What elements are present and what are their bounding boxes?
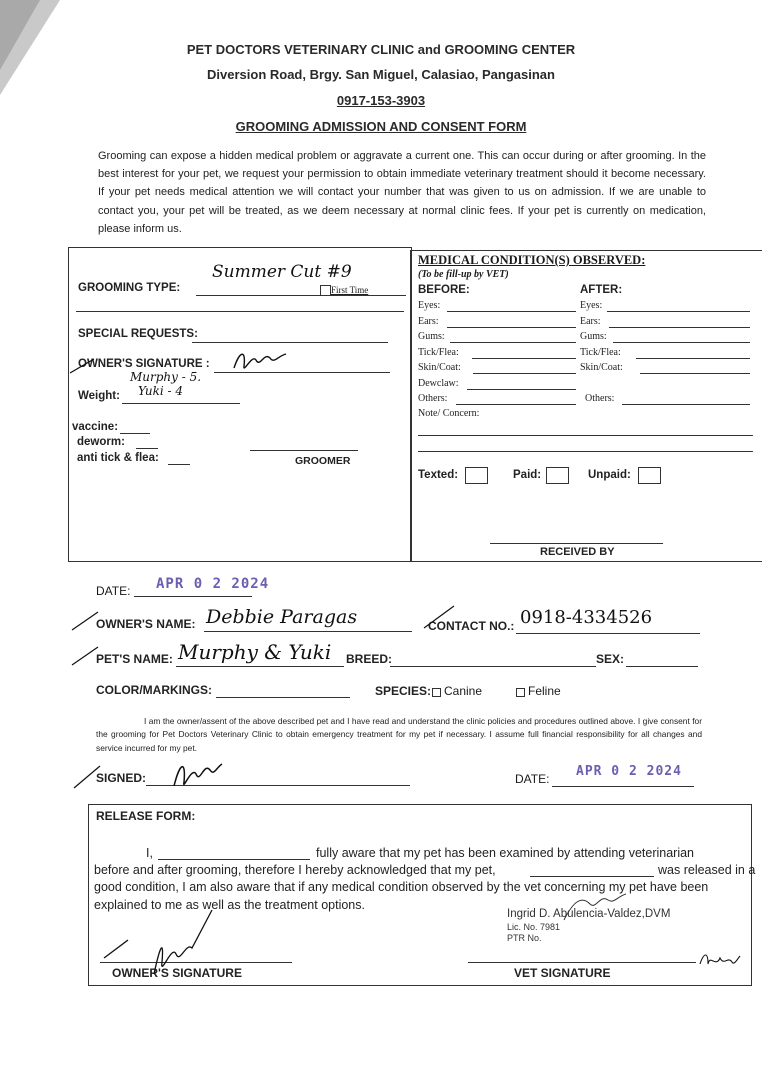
before-item-label: Gums: [418, 331, 445, 342]
before-item-line[interactable] [456, 404, 576, 405]
release-pet-line [530, 876, 654, 877]
owner-name-line [204, 631, 412, 632]
breed-line [390, 666, 596, 667]
pet-name-value[interactable]: Murphy & Yuki [178, 640, 332, 664]
after-item-line[interactable] [640, 373, 750, 374]
after-item-label: Others: [585, 393, 615, 404]
owner-name-tick [70, 608, 100, 634]
after-item-label: Tick/Flea: [580, 346, 621, 358]
unpaid-checkbox[interactable] [638, 467, 661, 484]
received-by-label: RECEIVED BY [540, 546, 615, 558]
pet-name-line [176, 666, 344, 667]
note-line-2 [418, 451, 753, 452]
species-label: SPECIES: [375, 684, 432, 698]
owner-release-signature-scribble [100, 908, 220, 980]
before-item-label: Others: [418, 393, 448, 404]
special-requests-label: SPECIAL REQUESTS: [78, 328, 198, 340]
scan-shadow-dark [0, 0, 40, 70]
feline-checkbox[interactable] [516, 688, 525, 697]
before-item-line[interactable] [472, 358, 576, 359]
paid-checkbox[interactable] [546, 467, 569, 484]
groomer-label: GROOMER [295, 455, 351, 467]
antitick-label: anti tick & flea: [77, 452, 159, 464]
vet-license: Lic. No. 7981 [507, 922, 561, 932]
clinic-address: Diversion Road, Brgy. San Miguel, Calasiao, Pangasinan [207, 67, 555, 82]
after-item-label: Skin/Coat: [580, 362, 623, 373]
after-item-label: Ears: [580, 315, 601, 327]
owner-name-value[interactable]: Debbie Paragas [206, 606, 358, 628]
medical-subtitle: (To be fill-up by VET) [418, 269, 509, 280]
signed-label: SIGNED: [96, 771, 147, 785]
before-item-label: Dewclaw: [418, 377, 459, 389]
release-text-2: fully aware that my pet has been examined by attending veterinarian [316, 846, 695, 860]
canine-label: Canine [444, 684, 483, 698]
contact-label: CONTACT NO.: [428, 619, 515, 633]
owner-sig-label: OWNER'S SIGNATURE [112, 966, 242, 980]
vet-signature-scribble [560, 890, 630, 926]
date-stamp[interactable]: APR 0 2 2024 [156, 576, 270, 592]
owner-signature-scribble [230, 346, 290, 376]
release-text-5: good condition, I am also aware that if any medical condition observed by the vet concerning my pet have been explained to me as well as the treatment options. [94, 880, 709, 912]
before-header: BEFORE: [418, 284, 470, 296]
paid-label: Paid: [513, 469, 542, 481]
sex-line [626, 666, 698, 667]
special-requests-line [192, 342, 388, 343]
note-label: Note/ Concern: [418, 408, 480, 419]
vet-name: Ingrid D. Abulencia-Valdez,DVM [507, 908, 671, 920]
color-line [216, 697, 350, 698]
release-name-line [158, 859, 310, 860]
after-item-line[interactable] [636, 358, 750, 359]
before-item-label: Eyes: [418, 300, 441, 311]
date-line [134, 596, 252, 597]
first-time-checkbox[interactable] [320, 285, 331, 296]
received-line [490, 543, 663, 544]
before-item-label: Ears: [418, 315, 439, 327]
form-title: GROOMING ADMISSION AND CONSENT FORM [235, 119, 527, 134]
antitick-line [168, 464, 190, 465]
medical-title: MEDICAL CONDITION(S) OBSERVED: [418, 253, 646, 267]
texted-checkbox[interactable] [465, 467, 488, 484]
vaccine-line [120, 433, 150, 434]
after-item-line[interactable] [607, 311, 750, 312]
date-label: DATE: [96, 584, 131, 598]
clinic-name: PET DOCTORS VETERINARY CLINIC and GROOMING CENTER [186, 42, 576, 57]
sex-label: SEX: [596, 652, 625, 666]
contact-line [516, 633, 700, 634]
consent-text: I am the owner/assent of the above described pet and I have read and understand the clinic policies and procedures outlined above. I give consent for the grooming for Pet Doctors Veterinary Clinic to obtain emergency treatment for my pet if necessary. I assume full financial responsibility for all changes and service incurred for my pet. [96, 716, 702, 753]
after-item-line[interactable] [622, 404, 750, 405]
grooming-type-value[interactable]: Summer Cut #9 [212, 262, 352, 282]
canine-checkbox[interactable] [432, 688, 441, 697]
check-mark [68, 355, 98, 375]
release-i: I, [146, 846, 153, 860]
clinic-phone: 0917-153-3903 [336, 93, 426, 108]
weight-label: Weight: [78, 390, 120, 402]
pet-name-label: PET'S NAME: [96, 652, 173, 666]
vet-initials-scribble [698, 950, 742, 972]
after-header: AFTER: [580, 284, 623, 296]
unpaid-label: Unpaid: [588, 469, 631, 481]
feline-label: Feline [528, 684, 561, 698]
before-item-line[interactable] [473, 373, 576, 374]
date2-stamp[interactable]: APR 0 2 2024 [576, 764, 682, 779]
release-text-4: was released in a [658, 863, 756, 877]
before-item-line[interactable] [450, 342, 576, 343]
weight-value-1[interactable]: Murphy - 5. [130, 370, 202, 384]
contact-value[interactable]: 0918-4334526 [520, 607, 653, 628]
release-title: RELEASE FORM: [96, 809, 196, 823]
after-item-line[interactable] [609, 327, 750, 328]
weight-value-2[interactable]: Yuki - 4 [138, 384, 184, 398]
vet-sig-line [468, 962, 696, 963]
after-item-line[interactable] [613, 342, 750, 343]
owner-signature-label: OWNER'S SIGNATURE : [78, 358, 210, 370]
after-item-label: Eyes: [580, 300, 603, 311]
release-text-3: before and after grooming, therefore I hereby acknowledged that my pet, [94, 863, 496, 877]
groomer-line [250, 450, 358, 451]
grooming-type-label: GROOMING TYPE: [78, 282, 181, 294]
date2-line [552, 786, 694, 787]
color-label: COLOR/MARKINGS: [96, 683, 212, 697]
grooming-type-line [196, 295, 406, 296]
weight-line [122, 403, 240, 404]
vaccine-label: vaccine: [72, 421, 119, 433]
before-item-line[interactable] [447, 327, 576, 328]
contact-tick [420, 604, 456, 630]
intro-paragraph: Grooming can expose a hidden medical problem or aggravate a current one. This can occur during or after grooming. In the best interest for your pet, we request your permission to obtain immediate veterinary treatment should it become necessary. If your pet needs medical attention we will contact your number that was given to us on admission. If we are unable to contact you, your pet will be treated, as we deem necessary at normal clinic fees. If your pet is currently on medication, please inform us. [98, 150, 706, 235]
deworm-line [136, 448, 158, 449]
before-item-label: Tick/Flea: [418, 346, 459, 358]
before-item-label: Skin/Coat: [418, 362, 461, 373]
before-item-line[interactable] [447, 311, 576, 312]
owner-name-label: OWNER'S NAME: [96, 617, 196, 631]
first-time-label: First Time [331, 285, 369, 295]
signed-tick [72, 760, 102, 790]
pet-name-tick [70, 643, 100, 669]
vet-ptr: PTR No. [507, 933, 542, 943]
vet-sig-label: VET SIGNATURE [514, 966, 611, 980]
grooming-extra-line [76, 311, 404, 312]
breed-label: BREED: [346, 652, 393, 666]
before-item-line[interactable] [467, 389, 576, 390]
texted-label: Texted: [418, 469, 459, 481]
medical-box [410, 250, 762, 562]
after-item-label: Gums: [580, 331, 607, 342]
date2-label: DATE: [515, 772, 550, 786]
deworm-label: deworm: [77, 436, 125, 448]
note-line-1 [418, 435, 753, 436]
signed-scribble [168, 756, 224, 796]
